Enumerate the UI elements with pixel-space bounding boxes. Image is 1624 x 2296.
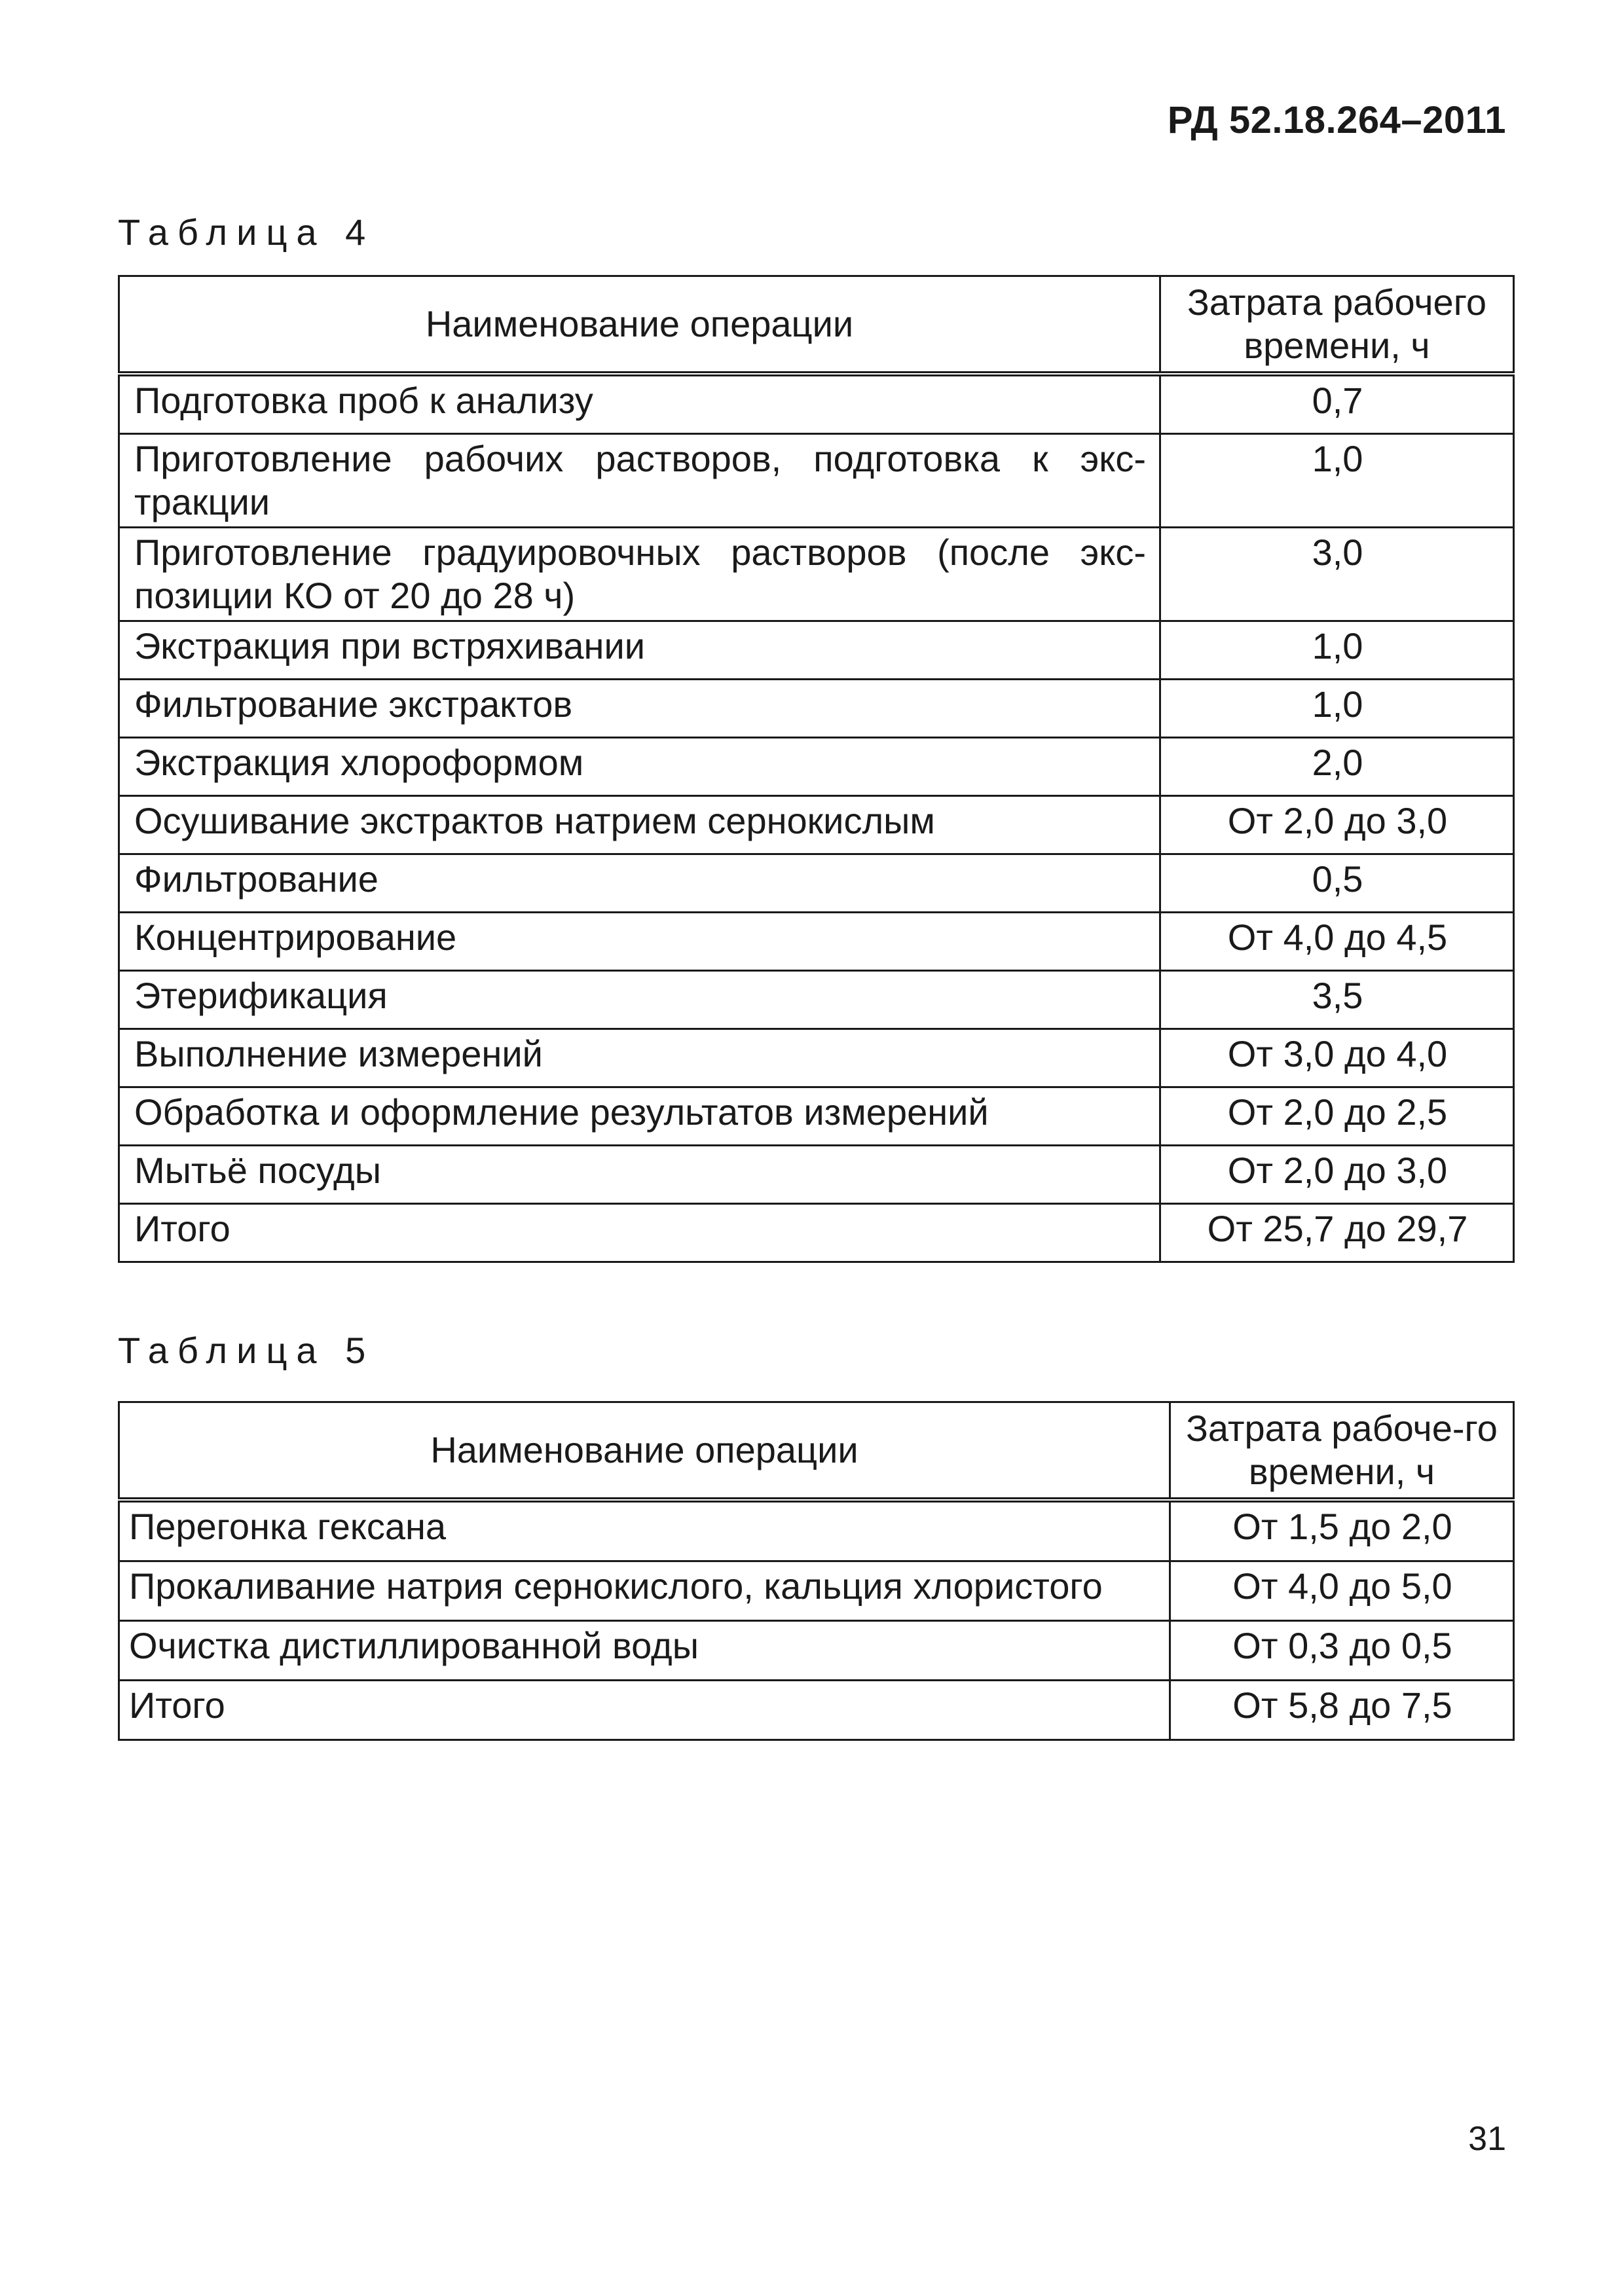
table-row <box>119 1621 1514 1681</box>
operation-cell: Итого <box>119 1681 1170 1740</box>
operation-cell: Прокаливание натрия сернокислого, кальция хлористого <box>119 1561 1170 1621</box>
time-cell: От 2,0 до 3,0 <box>1160 796 1514 854</box>
time-cell: 1,0 <box>1160 434 1514 528</box>
page-number: 31 <box>1468 2120 1506 2158</box>
time-cell: 2,0 <box>1160 738 1514 796</box>
operation-cell: Очистка дистиллированной воды <box>119 1621 1170 1681</box>
time-cell: От 25,7 до 29,7 <box>1160 1204 1514 1262</box>
operation-cell: Итого <box>119 1204 1160 1262</box>
table-4-header-row <box>119 276 1514 374</box>
operation-cell: Осушивание экстрактов натрием сернокислым <box>119 796 1160 854</box>
table-row <box>119 621 1514 680</box>
table-row <box>119 680 1514 738</box>
table-row <box>119 528 1514 621</box>
column-header-time: Затрата рабоче-го времени, ч <box>1170 1402 1514 1501</box>
time-cell: 0,5 <box>1160 854 1514 913</box>
operation-cell: Этерификация <box>119 971 1160 1029</box>
table-row-total <box>119 1204 1514 1262</box>
operation-cell: Подготовка проб к анализу <box>119 374 1160 434</box>
operation-cell: Приготовление градуировочных растворов (после экс-позиции КО от 20 до 28 ч) <box>119 528 1160 621</box>
table-row <box>119 1146 1514 1204</box>
column-header-time: Затрата рабочего времени, ч <box>1160 276 1514 374</box>
operation-cell: Выполнение измерений <box>119 1029 1160 1087</box>
time-cell: От 0,3 до 0,5 <box>1170 1621 1514 1681</box>
time-cell: 0,7 <box>1160 374 1514 434</box>
table-row <box>119 1087 1514 1146</box>
table-row <box>119 796 1514 854</box>
table-row-total <box>119 1681 1514 1740</box>
time-cell: От 4,0 до 5,0 <box>1170 1561 1514 1621</box>
time-cell: От 2,0 до 3,0 <box>1160 1146 1514 1204</box>
time-cell: 1,0 <box>1160 621 1514 680</box>
document-code: РД 52.18.264–2011 <box>1167 99 1506 141</box>
time-cell: 1,0 <box>1160 680 1514 738</box>
table-5-caption: Таблица 5 <box>118 1330 375 1371</box>
column-header-operation: Наименование операции <box>119 276 1160 374</box>
time-cell: От 2,0 до 2,5 <box>1160 1087 1514 1146</box>
time-cell: 3,5 <box>1160 971 1514 1029</box>
table-row <box>119 738 1514 796</box>
time-cell: От 4,0 до 4,5 <box>1160 913 1514 971</box>
operation-cell: Обработка и оформление результатов измерений <box>119 1087 1160 1146</box>
table-4 <box>118 275 1515 1263</box>
operation-cell: Экстракция при встряхивании <box>119 621 1160 680</box>
operation-cell: Приготовление рабочих растворов, подготовка к экс-тракции <box>119 434 1160 528</box>
operation-cell: Экстракция хлороформом <box>119 738 1160 796</box>
table-row <box>119 434 1514 528</box>
operation-cell: Концентрирование <box>119 913 1160 971</box>
table-5-header-row <box>119 1402 1514 1501</box>
column-header-operation: Наименование операции <box>119 1402 1170 1501</box>
operation-cell: Фильтрование экстрактов <box>119 680 1160 738</box>
time-cell: От 3,0 до 4,0 <box>1160 1029 1514 1087</box>
time-cell: 3,0 <box>1160 528 1514 621</box>
table-row <box>119 1561 1514 1621</box>
table-row <box>119 971 1514 1029</box>
table-row <box>119 913 1514 971</box>
time-cell: От 1,5 до 2,0 <box>1170 1500 1514 1561</box>
table-row <box>119 1500 1514 1561</box>
operation-cell: Фильтрование <box>119 854 1160 913</box>
time-cell: От 5,8 до 7,5 <box>1170 1681 1514 1740</box>
table-row <box>119 1029 1514 1087</box>
table-row <box>119 854 1514 913</box>
operation-cell: Мытьё посуды <box>119 1146 1160 1204</box>
table-row <box>119 374 1514 434</box>
operation-cell: Перегонка гексана <box>119 1500 1170 1561</box>
table-4-caption: Таблица 4 <box>118 211 375 253</box>
table-5 <box>118 1401 1515 1741</box>
